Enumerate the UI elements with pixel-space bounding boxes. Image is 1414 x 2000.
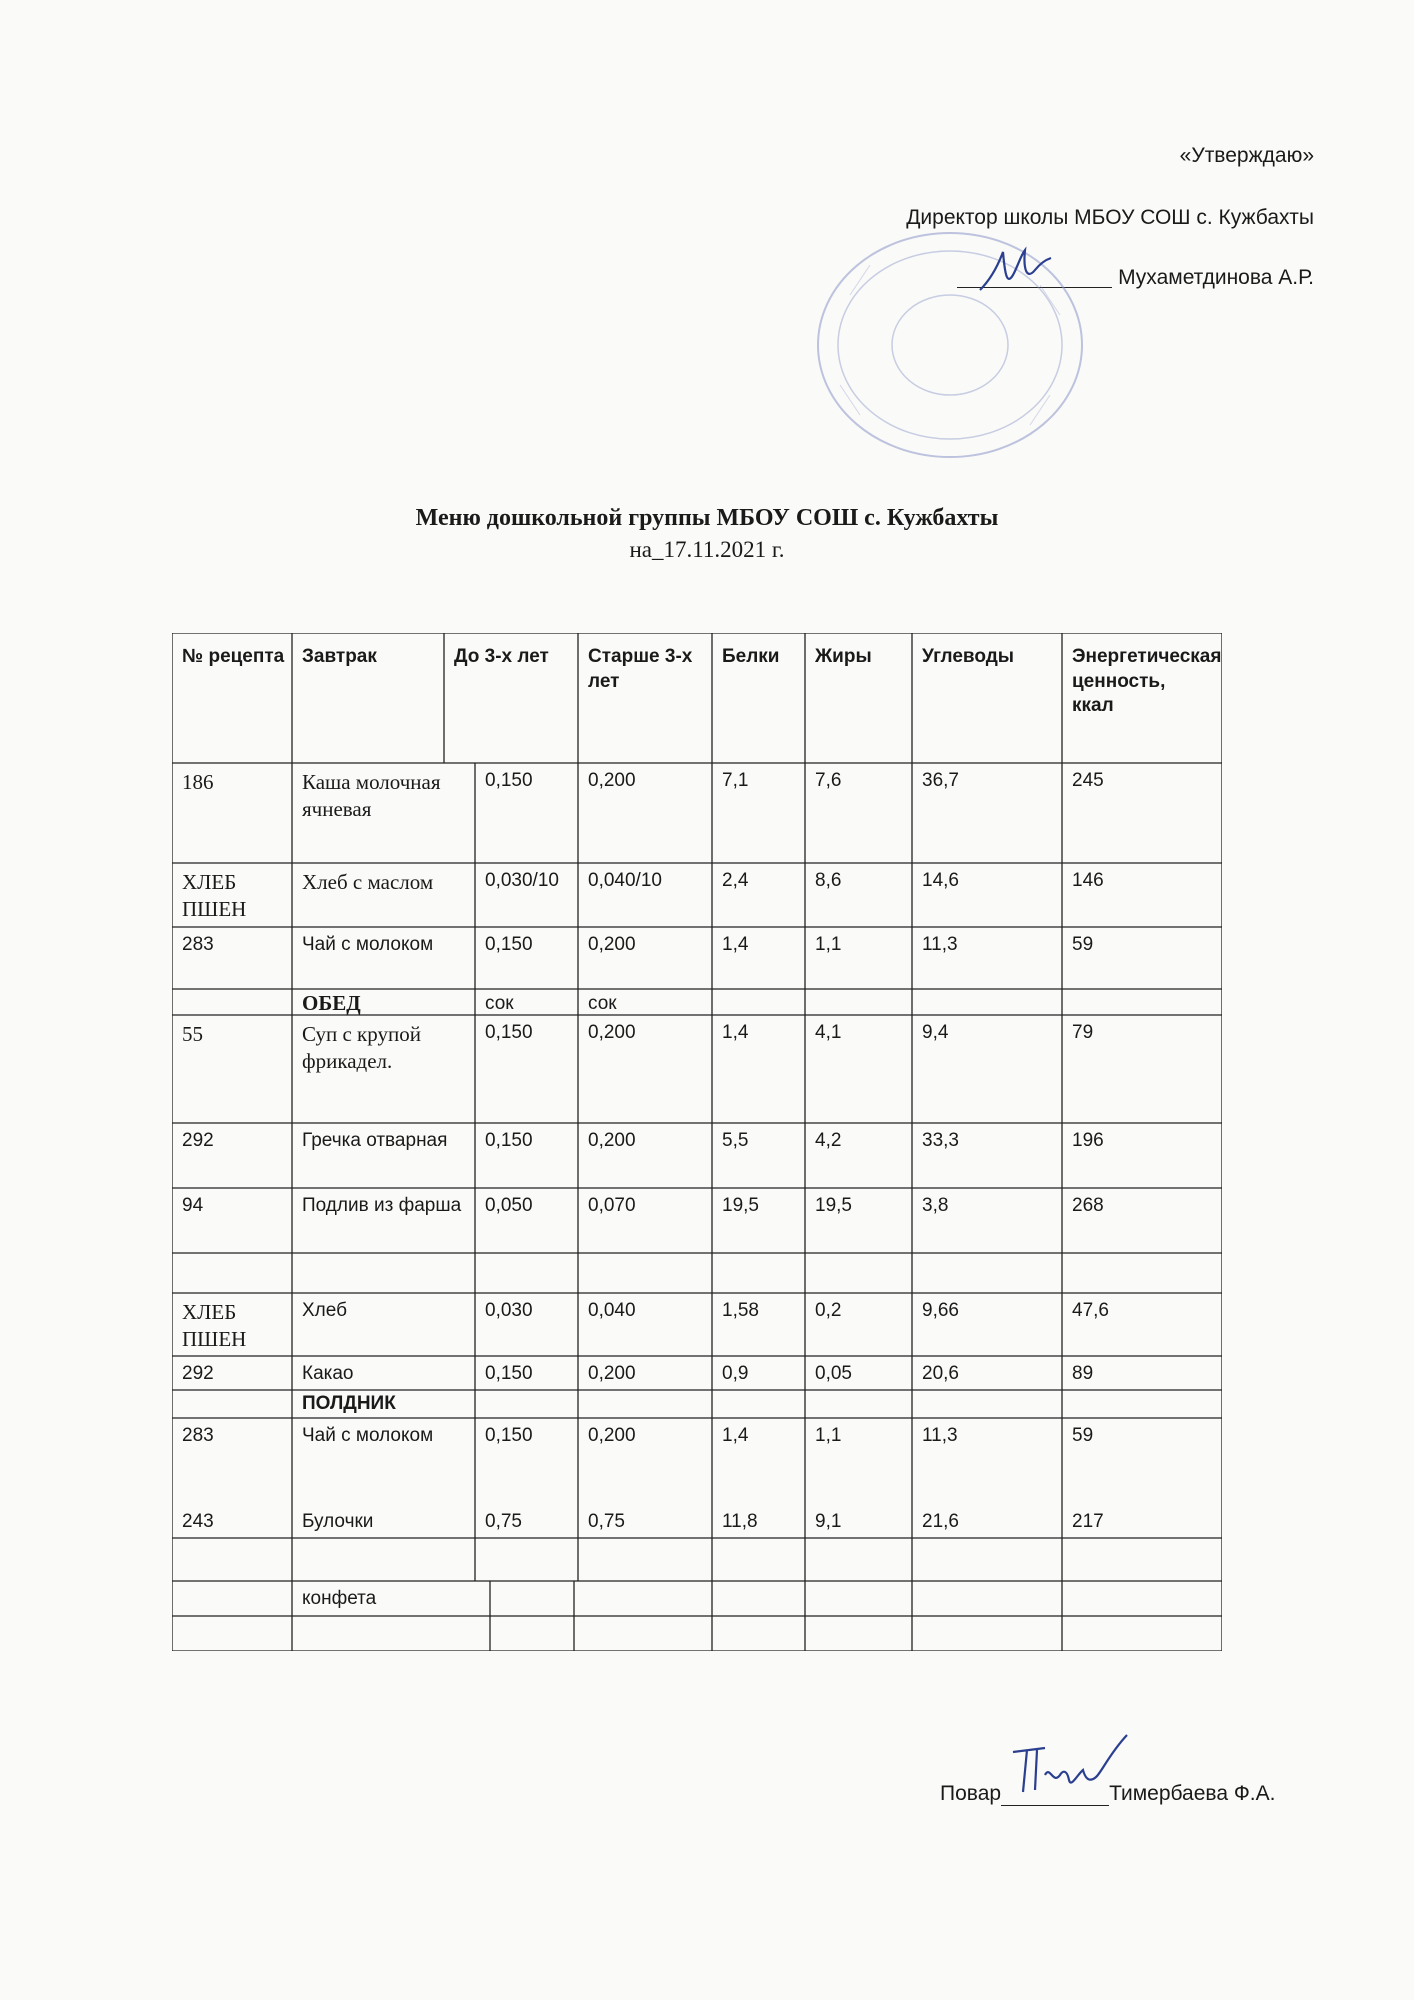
table-cell: 1,4 <box>722 934 749 955</box>
header-proteins: Белки <box>722 646 780 667</box>
table-cell: 0,150 <box>485 1022 533 1043</box>
table-cell: 79 <box>1072 1022 1094 1043</box>
table-cell: 55 <box>182 1022 203 1046</box>
table-cell: 0,200 <box>588 1130 636 1151</box>
table-cell: 59 <box>1072 1425 1094 1446</box>
table-cell: ХЛЕБ ПШЕН <box>182 870 247 922</box>
director-name: Мухаметдинова А.Р. <box>1118 266 1314 289</box>
header-breakfast: Завтрак <box>302 646 377 667</box>
table-cell: сок <box>485 993 514 1014</box>
table-cell: Хлеб с маслом <box>302 870 434 894</box>
table-cell: 9,66 <box>922 1300 959 1321</box>
table-cell: 0,200 <box>588 770 636 791</box>
table-cell: 7,1 <box>722 770 749 791</box>
table-cell: 20,6 <box>922 1363 959 1384</box>
table-cell: 217 <box>1072 1511 1104 1532</box>
table-cell: 146 <box>1072 870 1104 891</box>
table-cell: 19,5 <box>722 1195 759 1216</box>
table-cell: 89 <box>1072 1363 1094 1384</box>
table-cell: 47,6 <box>1072 1300 1109 1321</box>
table-cell: 1,58 <box>722 1300 759 1321</box>
table-cell: Какао <box>302 1363 354 1384</box>
director-signature <box>975 240 1055 305</box>
table-cell: 0,150 <box>485 1130 533 1151</box>
table-cell: 0,150 <box>485 934 533 955</box>
table-cell: 0,150 <box>485 770 533 791</box>
cook-name: Тимербаева Ф.А. <box>1109 1782 1276 1805</box>
approval-position: Директор школы МБОУ СОШ с. Кужбахты <box>906 206 1314 229</box>
table-cell: 11,8 <box>722 1511 758 1532</box>
cook-signature <box>1005 1730 1135 1800</box>
table-cell: 186 <box>182 770 214 794</box>
table-cell: 19,5 <box>815 1195 852 1216</box>
table-cell: 283 <box>182 934 214 955</box>
section-lunch: ОБЕД <box>302 991 361 1015</box>
table-cell: Подлив из фарша <box>302 1195 462 1216</box>
table-cell: 243 <box>182 1511 214 1532</box>
table-cell: 5,5 <box>722 1130 749 1151</box>
table-cell: конфета <box>302 1588 377 1609</box>
header-fats: Жиры <box>815 646 872 667</box>
table-cell: 196 <box>1072 1130 1104 1151</box>
table-cell: 36,7 <box>922 770 959 791</box>
header-recipe-number: № рецепта <box>182 646 285 667</box>
table-cell: 0,040/10 <box>588 870 662 891</box>
table-cell: 8,6 <box>815 870 842 891</box>
table-cell: Хлеб <box>302 1300 347 1321</box>
table-cell: 33,3 <box>922 1130 959 1151</box>
section-snack: ПОЛДНИК <box>302 1393 396 1414</box>
table-cell: 0,070 <box>588 1195 636 1216</box>
table-cell: 0,150 <box>485 1425 533 1446</box>
table-cell: 268 <box>1072 1195 1104 1216</box>
table-cell: 0,200 <box>588 1022 636 1043</box>
table-cell: Чай с молоком <box>302 1425 434 1446</box>
table-cell: 14,6 <box>922 870 959 891</box>
table-cell: 283 <box>182 1425 214 1446</box>
table-cell: 1,1 <box>815 934 842 955</box>
table-cell: 3,8 <box>922 1195 949 1216</box>
table-cell: 1,1 <box>815 1425 842 1446</box>
table-cell: 0,200 <box>588 1363 636 1384</box>
table-cell: 0,75 <box>485 1511 522 1532</box>
menu-date: на_17.11.2021 г. <box>629 537 785 562</box>
table-cell: 1,4 <box>722 1425 749 1446</box>
table-cell: 9,1 <box>815 1511 842 1532</box>
header-over-3: Старше 3-х лет <box>588 646 693 692</box>
header-under-3: До 3-х лет <box>454 646 549 667</box>
table-cell: Суп с крупой фрикадел. <box>302 1022 421 1074</box>
table-cell: 0,200 <box>588 934 636 955</box>
table-cell: 292 <box>182 1130 214 1151</box>
menu-table <box>172 633 1222 1651</box>
table-cell: ХЛЕБ ПШЕН <box>182 1300 247 1352</box>
table-cell: 11,3 <box>922 1425 958 1446</box>
table-cell: 4,1 <box>815 1022 842 1043</box>
table-cell: 0,050 <box>485 1195 533 1216</box>
table-cell: 0,05 <box>815 1363 852 1384</box>
table-cell: 9,4 <box>922 1022 949 1043</box>
table-cell: 0,040 <box>588 1300 636 1321</box>
approval-heading: «Утверждаю» <box>1179 144 1314 167</box>
table-cell: 0,150 <box>485 1363 533 1384</box>
table-cell: 11,3 <box>922 934 958 955</box>
table-cell: 0,9 <box>722 1363 749 1384</box>
table-cell: 59 <box>1072 934 1094 955</box>
table-cell: 0,030 <box>485 1300 533 1321</box>
table-cell: 21,6 <box>922 1511 959 1532</box>
table-cell: 94 <box>182 1195 204 1216</box>
table-cell: 7,6 <box>815 770 842 791</box>
table-cell: 0,030/10 <box>485 870 559 891</box>
table-cell: Гречка отварная <box>302 1130 448 1151</box>
page-title: Меню дошкольной группы МБОУ СОШ с. Кужбахты <box>415 505 999 531</box>
table-cell: 0,200 <box>588 1425 636 1446</box>
table-cell: 4,2 <box>815 1130 842 1151</box>
table-cell: Булочки <box>302 1511 374 1532</box>
table-cell: 0,2 <box>815 1300 842 1321</box>
header-energy: Энергетическая ценность, ккал <box>1072 646 1222 717</box>
header-carbs: Углеводы <box>922 646 1014 667</box>
table-cell: 1,4 <box>722 1022 749 1043</box>
table-cell: Чай с молоком <box>302 934 434 955</box>
table-cell: 292 <box>182 1363 214 1384</box>
table-cell: Каша молочная ячневая <box>302 770 441 822</box>
table-cell: 2,4 <box>722 870 749 891</box>
table-cell: сок <box>588 993 617 1014</box>
table-cell: 0,75 <box>588 1511 625 1532</box>
cook-role: Повар <box>940 1782 1002 1805</box>
table-cell: 245 <box>1072 770 1104 791</box>
